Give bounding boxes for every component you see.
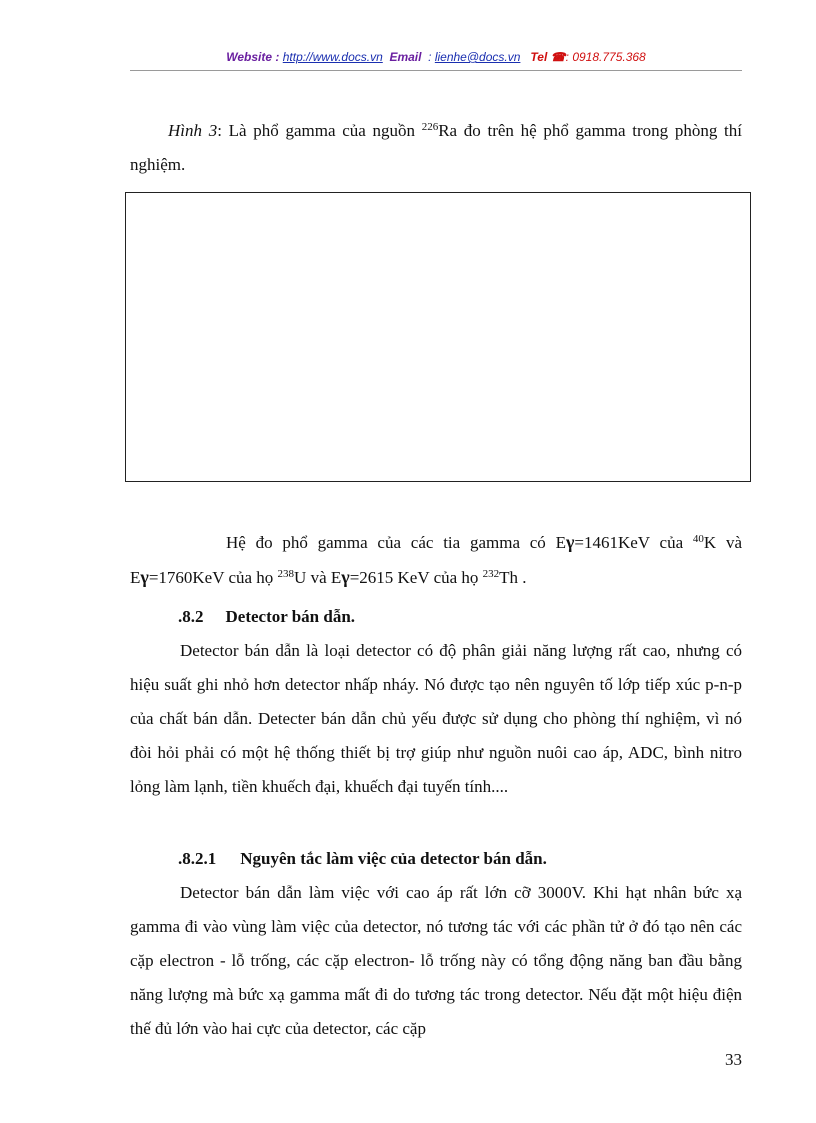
isotope-mass: 238 xyxy=(277,568,295,580)
gamma-text: U và E xyxy=(294,568,342,587)
figure-caption xyxy=(130,114,742,182)
caption-text-2: Ra đo trên hệ phổ gamma trong phòng thí nghiệm. xyxy=(130,121,743,174)
section-title: Nguyên tắc làm việc của detector bán dẫn. xyxy=(240,849,547,868)
section-8-2-1-body: Detector bán dẫn làm việc với cao áp rất lớn cỡ 3000V. Khi hạt nhân bức xạ gamma đi vào vùng làm việc của detector, nó tương tác với các phần tử ở đó tạo nên các cặp electron - lỗ trống, các cặp electron- lỗ trống này có tổng động năng ban đầu bằng năng lượng mà bức xạ gamma mất đi do tương tác trong detector. Nếu đặt một hiệu điện thế đủ lớn vào hai cực của detector, các cặp xyxy=(130,883,742,1038)
section-heading-8-2-1 xyxy=(178,842,738,876)
page-header xyxy=(130,50,742,70)
section-8-2-body: Detector bán dẫn là loại detector có độ phân giải năng lượng rất cao, nhưng có hiệu suất ghi nhỏ hơn detector nhấp nháy. Nó được tạo nên nguyên tố lớp tiếp xúc p-n-p của chất bán dẫn. Detecter bán dẫn chủ yếu được sử dụng cho phòng thí nghiệm, vì nó đòi hỏi phải có một hệ thống thiết bị trợ giúp như nguồn nuôi cao áp, ADC, bình nitro lỏng làm lạnh, tiền khuếch đại, khuếch đại tuyến tính.... xyxy=(130,641,742,796)
figure-frame xyxy=(125,192,751,482)
website-label: Website : xyxy=(226,50,280,64)
tel-number: 0918.775.368 xyxy=(572,50,646,64)
website-link[interactable]: http://www.docs.vn xyxy=(282,50,383,64)
gamma-symbol: γ xyxy=(565,532,575,552)
gamma-symbol: γ xyxy=(140,567,149,587)
caption-isotope-mass: 226 xyxy=(421,121,439,133)
gamma-energies-paragraph xyxy=(130,525,742,595)
gamma-symbol: γ xyxy=(341,567,350,587)
gamma-text: =1461KeV của xyxy=(574,533,693,552)
section-heading-8-2 xyxy=(178,600,738,634)
email-label: Email xyxy=(389,50,422,64)
phone-icon: ☎ xyxy=(550,50,566,64)
section-title: Detector bán dẫn. xyxy=(225,607,356,626)
gamma-text: =1760KeV của họ xyxy=(148,568,278,587)
page-number: 33 xyxy=(725,1050,742,1069)
section-number: .8.2.1 xyxy=(178,849,217,868)
email-colon: : xyxy=(428,50,432,64)
isotope-mass: 40 xyxy=(692,533,704,545)
caption-text-1: : Là phổ gamma của nguồn xyxy=(217,121,422,140)
gamma-text: Th . xyxy=(499,568,527,587)
gamma-text: =2615 KeV của họ xyxy=(349,568,483,587)
section-number: .8.2 xyxy=(178,607,204,626)
header-divider xyxy=(130,70,742,71)
isotope-mass: 232 xyxy=(482,568,500,580)
tel-colon: : xyxy=(565,50,569,64)
tel-label: Tel xyxy=(530,50,548,64)
caption-label: Hình 3 xyxy=(168,121,218,140)
email-link[interactable]: lienhe@docs.vn xyxy=(434,50,521,64)
gamma-text: Hệ đo phổ gamma của các tia gamma có E xyxy=(226,533,566,552)
gamma-text: K và E xyxy=(130,533,742,587)
